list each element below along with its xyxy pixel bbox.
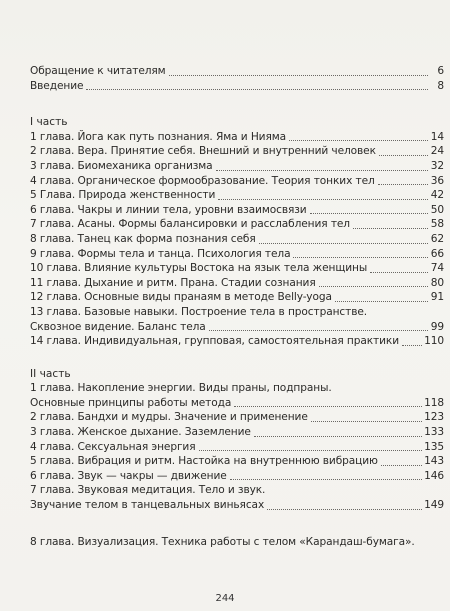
dot-leader [209,330,428,331]
toc-entry [30,217,444,232]
toc-entry-title: 2 глава. Бандхи и мудры. Значение и применение [30,411,308,424]
part-one-title: I часть [30,116,68,129]
toc-entry-title: 5 Глава. Природа женственности [30,189,216,202]
dot-leader [379,155,428,156]
toc-entry-title: 2 глава. Вера. Принятие себя. Внешний и внутренний человек [30,145,376,158]
toc-page-number: 91 [430,291,444,304]
toc-page-number: 110 [424,335,444,348]
toc-entry [30,232,444,247]
dot-leader [216,170,428,171]
dot-leader [199,450,423,451]
toc-page-number: 36 [430,174,444,187]
toc-page-number: 99 [430,320,444,333]
dot-leader [311,421,422,422]
toc-entry [30,174,444,189]
toc-entry [30,396,444,411]
toc-entry-title: Обращение к читателям [30,65,166,77]
toc-page-number: 135 [424,440,444,453]
toc-entry-title: 13 глава. Базовые навыки. Построение тела в пространстве. [30,305,368,318]
toc-entry-title: 12 глава. Основные виды пранаям в методе Belly-yoga [30,291,332,304]
toc-entry [30,247,444,262]
toc-entry [30,305,444,320]
toc-entry [30,483,444,498]
toc-entry [30,469,444,484]
dot-leader [259,243,428,244]
toc-page-number: 32 [430,159,444,172]
toc-entry-title: Звучание телом в танцевальных виньясах [30,499,265,512]
dot-leader [254,436,422,437]
toc-entry [30,290,444,305]
toc-page-number: 74 [430,262,444,275]
toc-entry-title: 8 глава. Танец как форма познания себя [30,232,256,245]
toc-page-number: 123 [424,411,444,424]
dot-leader [378,184,428,185]
toc-entry-title: 6 глава. Чакры и линии тела, уровни взаимосвязи [30,203,307,216]
toc-entry [30,261,444,276]
toc-entry [30,144,444,159]
toc-entry-title: Введение [30,79,84,92]
toc-page-number: 8 [437,79,444,92]
toc-page-number: 42 [430,189,444,202]
toc-entry [30,498,444,513]
toc-entry-title: 4 глава. Органическое формообразование. Теория тонких тел [30,174,375,187]
toc-entry [30,188,444,203]
table-of-contents [30,64,444,549]
toc-entry-title: 11 глава. Дыхание и ритм. Прана. Стадии сознания [30,276,316,289]
toc-entry [30,276,444,291]
toc-entry-title: 9 глава. Формы тела и танца. Психология тела [30,247,291,260]
dot-leader [335,301,428,302]
dot-leader [402,345,422,346]
dot-leader [293,257,428,258]
dot-leader [370,272,428,273]
dot-leader [86,89,428,90]
toc-entry [30,64,444,79]
toc-page-number: 133 [424,426,444,439]
toc-entry [30,159,444,174]
toc-entry [30,535,444,550]
toc-entry [30,203,444,218]
dot-leader [230,479,422,480]
toc-page-number: 50 [430,203,444,216]
toc-page-number: 149 [424,499,444,512]
toc-entry-title: 7 глава. Звуковая медитация. Тело и звук. [30,484,266,497]
toc-page-number: 80 [430,276,444,289]
toc-entry-title: 6 глава. Звук — чакры — движение [30,469,227,482]
toc-page-number: 118 [424,396,444,409]
dot-leader [218,199,428,200]
toc-entry-title: 10 глава. Влияние культуры Востока на язык тела женщины [30,262,368,275]
toc-entry-title: 4 глава. Сексуальная энергия [30,440,196,453]
toc-page-number: 6 [437,65,444,77]
toc-page-number: 58 [430,218,444,231]
toc-entry [30,334,444,349]
toc-entry [30,440,444,455]
toc-entry [30,381,444,396]
dot-leader [381,465,422,466]
toc-page-number: 14 [430,130,444,143]
toc-entry-title: 1 глава. Йога как путь познания. Яма и Нияма [30,130,287,143]
part-two-title: II часть [30,367,71,380]
toc-page-number: 146 [424,469,444,482]
toc-entry [30,130,444,145]
dot-leader [234,406,422,407]
dot-leader [289,140,428,141]
toc-entry-title: 3 глава. Женское дыхание. Заземление [30,426,251,439]
toc-page-number: 66 [430,247,444,260]
toc-page-number: 62 [430,232,444,245]
toc-entry-title: 14 глава. Индивидуальная, групповая, самостоятельная практики [30,335,399,348]
toc-entry-title: 1 глава. Накопление энергии. Виды праны, подпраны. [30,382,332,395]
page-number-footer: 244 [215,593,235,604]
toc-entry-title: 8 глава. Визуализация. Техника работы с телом «Карандаш-бумага». [30,535,415,548]
toc-entry-title: Сквозное видение. Баланс тела [30,320,206,333]
toc-page-number: 143 [424,455,444,468]
dot-leader [169,75,428,76]
toc-entry [30,425,444,440]
toc-entry-title: 5 глава. Вибрация и ритм. Настойка на внутреннюю вибрацию [30,455,378,468]
dot-leader [319,286,428,287]
toc-entry [30,320,444,335]
dot-leader [310,213,428,214]
dot-leader [267,509,422,510]
toc-entry [30,454,444,469]
dot-leader [353,228,428,229]
toc-entry-title: 3 глава. Биомеханика организма [30,159,213,172]
toc-entry-title: Основные принципы работы метода [30,396,232,409]
toc-entry-title: 7 глава. Асаны. Формы балансировки и расслабления тел [30,218,350,231]
toc-entry [30,79,444,94]
toc-entry [30,410,444,425]
toc-page-number: 24 [430,145,444,158]
